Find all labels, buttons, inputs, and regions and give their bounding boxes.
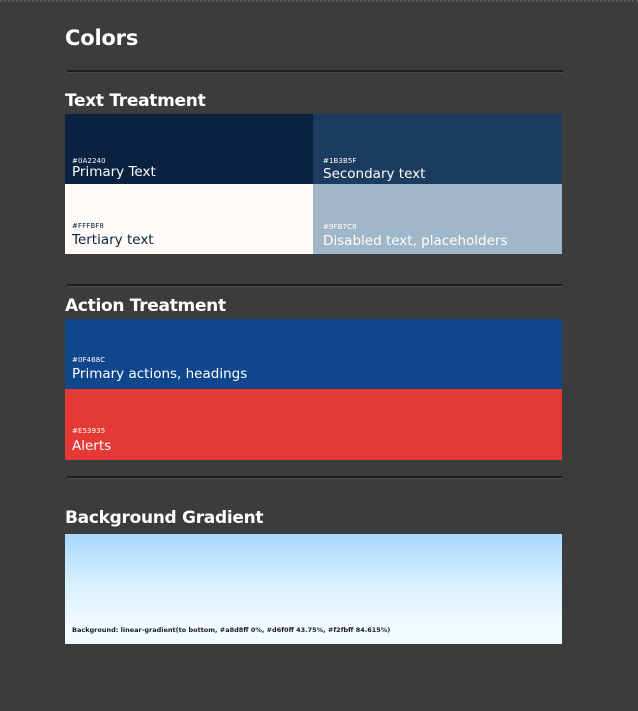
page-title: Colors	[65, 26, 139, 50]
swatch-label: Tertiary text	[72, 232, 154, 248]
swatch-secondary-text	[313, 114, 562, 184]
swatch-tertiary-text	[65, 184, 313, 254]
divider	[67, 70, 563, 73]
swatch-label: Disabled text, placeholders	[323, 233, 508, 249]
divider	[67, 476, 563, 479]
swatch-hex: #1B3B5F	[323, 157, 357, 165]
swatch-label: Alerts	[72, 438, 112, 454]
background-gradient-swatch	[65, 534, 562, 644]
swatch-disabled-text	[313, 184, 562, 254]
top-border	[0, 0, 638, 2]
swatch-hex: #E53935	[72, 427, 106, 435]
swatch-label: Primary Text	[72, 164, 156, 180]
swatch-label: Primary actions, headings	[72, 366, 248, 382]
text-treatment-heading: Text Treatment	[65, 91, 206, 111]
swatch-alerts	[65, 389, 562, 460]
swatch-primary-actions	[65, 319, 562, 389]
swatch-label: Secondary text	[323, 166, 426, 182]
swatch-hex: #0F468C	[72, 356, 106, 364]
swatch-hex: #9FB7C8	[323, 223, 357, 231]
swatch-hex: #0A2240	[72, 157, 106, 165]
swatch-hex: #FFFBF8	[72, 222, 104, 230]
gradient-css-note: Background: linear-gradient(to bottom, #a8d8ff 0%, #d6f0ff 43.75%, #f2fbff 84.615%)	[72, 626, 391, 634]
swatch-primary-text	[65, 114, 313, 184]
divider	[67, 284, 563, 287]
action-treatment-heading: Action Treatment	[65, 296, 226, 316]
background-gradient-heading: Background Gradient	[65, 508, 264, 528]
